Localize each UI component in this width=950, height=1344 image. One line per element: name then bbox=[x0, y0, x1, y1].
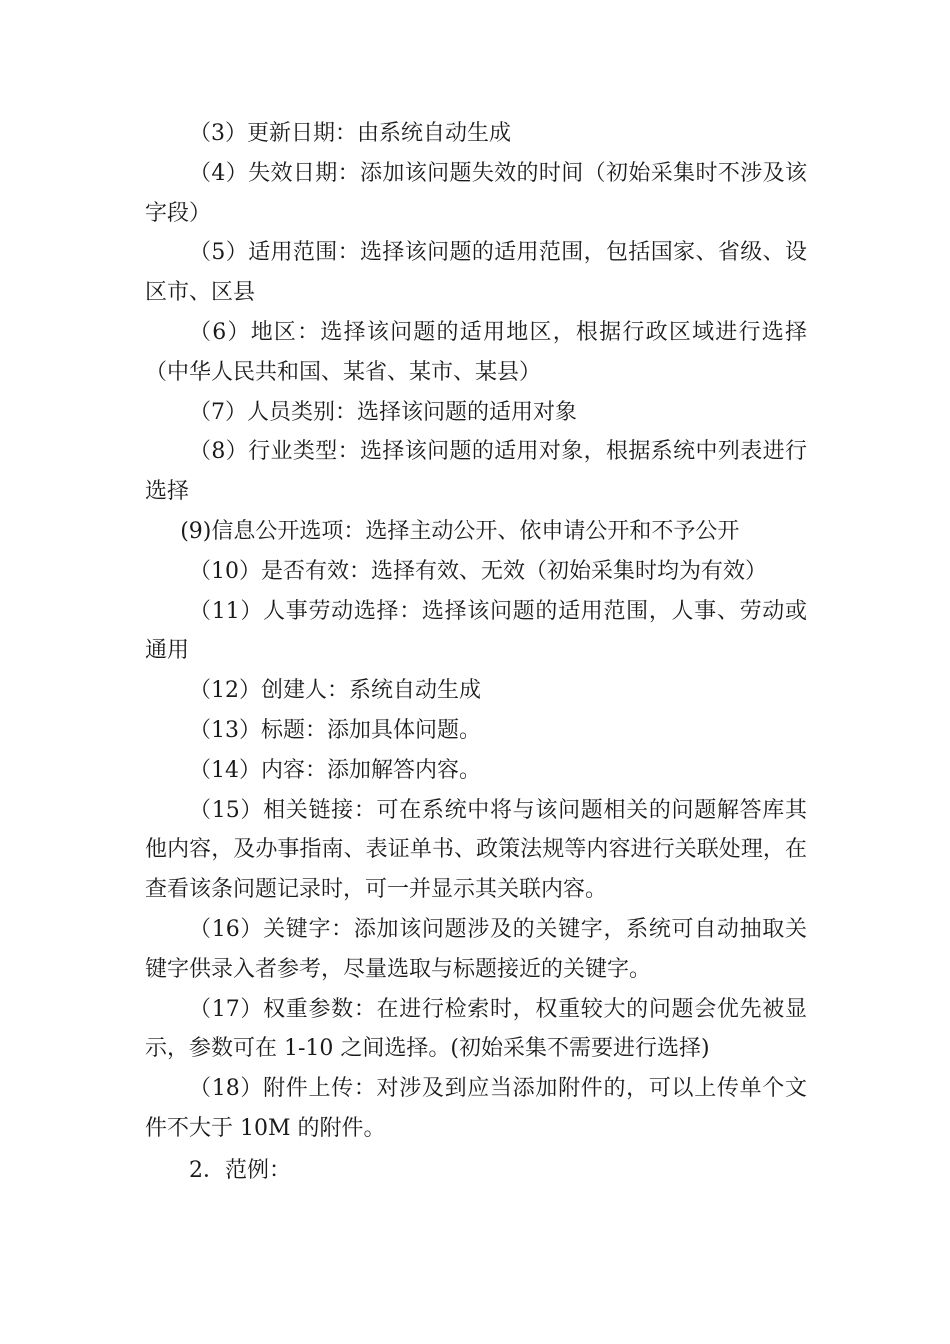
section-heading-example: 2．范例： bbox=[189, 1157, 291, 1183]
paragraph-creator: （12）创建人：系统自动生成 bbox=[189, 678, 481, 704]
paragraph-title-field: （13）标题：添加具体问题。 bbox=[189, 717, 481, 743]
paragraph-keywords: （16）关键字：添加该问题涉及的关键字，系统可自动抽取关键字供录入者参考，尽量选取与标题接近的关键字。 bbox=[145, 916, 807, 982]
document-body bbox=[145, 114, 807, 1191]
paragraph-related-links: （15）相关链接：可在系统中将与该问题相关的问题解答库其他内容，及办事指南、表证单书、政策法规等内容进行关联处理，在查看该条问题记录时，可一并显示其关联内容。 bbox=[145, 797, 807, 903]
paragraph-hr-labor: （11）人事劳动选择：选择该问题的适用范围，人事、劳动或通用 bbox=[145, 598, 807, 664]
paragraph-disclosure-option: (9)信息公开选项：选择主动公开、依申请公开和不予公开 bbox=[180, 518, 740, 544]
paragraph-expiry-date: （4）失效日期：添加该问题失效的时间（初始采集时不涉及该字段） bbox=[145, 160, 807, 226]
paragraph-content-field: （14）内容：添加解答内容。 bbox=[189, 757, 481, 783]
paragraph-personnel-category: （7）人员类别：选择该问题的适用对象 bbox=[189, 399, 577, 425]
paragraph-region: （6）地区：选择该问题的适用地区，根据行政区域进行选择（中华人民共和国、某省、某市、某县） bbox=[145, 319, 807, 385]
paragraph-industry-type: （8）行业类型：选择该问题的适用对象，根据系统中列表进行选择 bbox=[145, 439, 807, 505]
paragraph-attachment-upload: （18）附件上传：对涉及到应当添加附件的，可以上传单个文件不大于 10M 的附件。 bbox=[145, 1076, 807, 1141]
paragraph-weight-parameter: （17）权重参数：在进行检索时，权重较大的问题会优先被显示，参数可在 1-10 之间选择。(初始采集不需要进行选择) bbox=[145, 996, 807, 1062]
paragraph-update-date: （3）更新日期：由系统自动生成 bbox=[189, 121, 511, 146]
paragraph-validity: （10）是否有效：选择有效、无效（初始采集时均为有效） bbox=[189, 558, 767, 584]
paragraph-scope: （5）适用范围：选择该问题的适用范围，包括国家、省级、设区市、区县 bbox=[145, 240, 807, 306]
